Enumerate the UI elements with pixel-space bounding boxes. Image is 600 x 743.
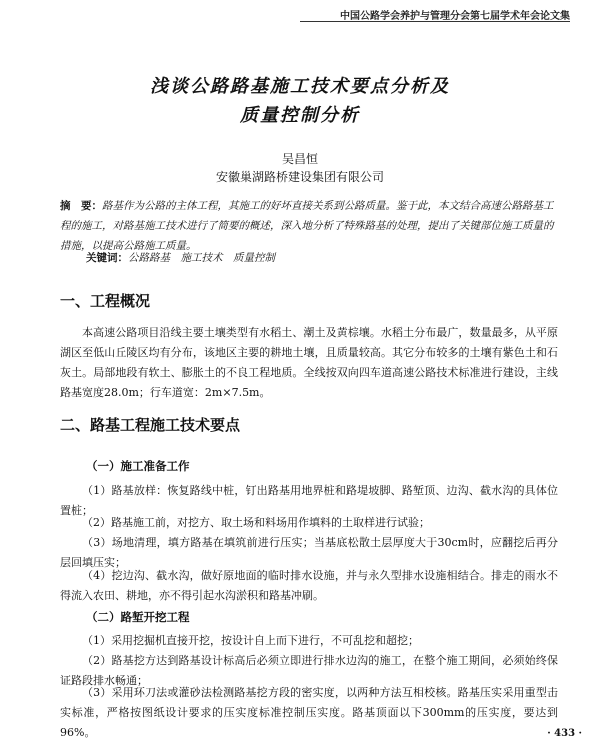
keywords <box>86 250 556 265</box>
list-item: （4）挖边沟、截水沟，做好原地面的临时排水设施，并与永久型排水设施相结合。排走的雨水不得流入农田、耕地，亦不得引起水沟淤积和路基冲刷。 <box>60 569 558 602</box>
section1-paragraph: 本高速公路项目沿线主要土壤类型有水稻土、潮土及黄棕壤。水稻土分布最广，数量最多，从平原湖区至低山丘陵区均有分布，该地区主要的耕地土壤，且质量较高。其它分布较多的土壤有紫色土和石灰土。局部地段有软土、膨胀土的不良工程地质。全线按双向四车道高速公路技术标准进行建设，主线路基宽度28.0m；行车道宽：2m×7.5m。 <box>60 326 558 399</box>
header-rule <box>300 21 570 22</box>
subsection-heading-1: （一）施工准备工作 <box>86 459 190 473</box>
abstract <box>60 196 556 256</box>
keywords-label: 关键词： <box>86 252 128 264</box>
list-item: （3）场地清理，填方路基在填筑前进行压实；当基底松散土层厚度大于30cm时，应翻挖后再分层回填压实； <box>60 536 558 569</box>
paper-title-line1: 浅谈公路路基施工技术要点分析及 <box>150 76 450 97</box>
author-name: 吴昌恒 <box>281 152 318 166</box>
section-heading-1: 一、工程概况 <box>60 292 151 310</box>
abstract-text: 路基作为公路的主体工程，其施工的好坏直接关系到公路质量。鉴于此，本文结合高速公路路基工程的施工，对路基施工技术进行了简要的概述，深入地分析了特殊路基的处理，提出了关键部位施工质量的措施，以提高公路施工质量。 <box>60 200 554 252</box>
list-item: （2）路基施工前，对挖方、取土场和料场用作填料的土取样进行试验； <box>82 516 430 529</box>
author-affiliation: 安徽巢湖路桥建设集团有限公司 <box>215 170 384 184</box>
list-item: （1）采用挖掘机直接开挖，按设计自上而下进行，不可乱挖和超挖； <box>82 634 419 647</box>
list-item: （3）采用环刀法或灌砂法检测路基挖方段的密实度，以两种方法互相校核。路基压实采用重型击实标准，严格按图纸设计要求的压实度标准控制压实度。路基顶面以下300mm的压实度，要达到96%。 <box>60 686 558 739</box>
list-item: （2）路基挖方达到路基设计标高后必须立即进行排水边沟的施工，在整个施工期间，必须始终保证路段排水畅通； <box>60 654 558 687</box>
list-item: （1）路基放样：恢复路线中桩，钉出路基用地界桩和路堤坡脚、路堑顶、边沟、截水沟的具体位置桩； <box>60 484 558 517</box>
paper-title-line2: 质量控制分析 <box>240 105 360 126</box>
subsection-heading-2: （二）路堑开挖工程 <box>86 610 190 624</box>
page-number: · 433 · <box>547 728 582 739</box>
abstract-label: 摘 要： <box>60 200 102 212</box>
keywords-text: 公路路基 施工技术 质量控制 <box>128 252 275 264</box>
running-header: 中国公路学会养护与管理分会第七届学术年会论文集 <box>340 11 570 22</box>
section-heading-2: 二、路基工程施工技术要点 <box>60 416 241 434</box>
